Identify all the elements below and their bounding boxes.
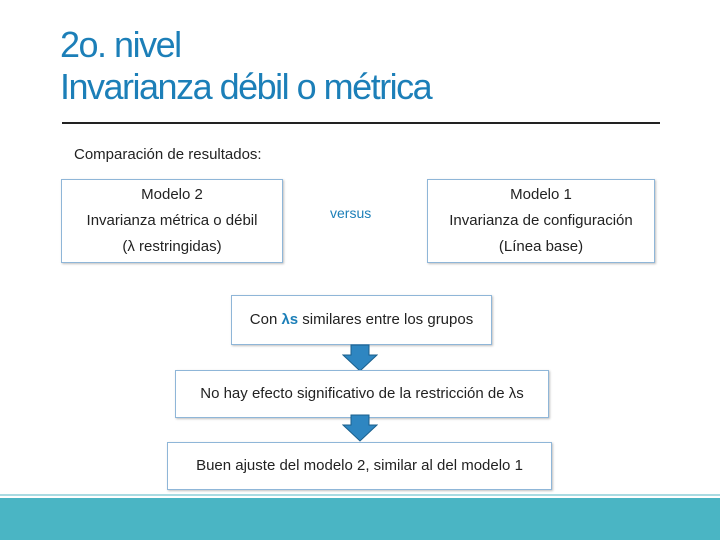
step-1-prefix: Con (249, 311, 282, 328)
versus-label: versus (330, 205, 372, 221)
footer-bar (0, 498, 720, 540)
model-2-box (61, 179, 283, 263)
down-arrow-icon (342, 344, 378, 372)
model-2-note: (λ restringidas) (122, 238, 222, 255)
slide-title (60, 24, 431, 108)
step-1-box (231, 295, 492, 345)
step-1-suffix: similares entre los grupos (298, 311, 474, 328)
step-2-text: No hay efecto significativo de la restricción de λs (200, 385, 524, 402)
model-1-description: Invarianza de configuración (449, 212, 633, 229)
model-2-description: Invarianza métrica o débil (86, 212, 258, 229)
model-1-name: Modelo 1 (510, 186, 572, 203)
model-1-box (427, 179, 655, 263)
model-1-note: (Línea base) (498, 238, 584, 255)
step-2-box (175, 370, 549, 418)
title-line-2: Invarianza débil o métrica (60, 66, 432, 107)
subtitle: Comparación de resultados: (74, 146, 262, 163)
model-2-name: Modelo 2 (141, 186, 203, 203)
step-3-box (167, 442, 552, 490)
down-arrow-icon (342, 414, 378, 442)
title-line-1: 2o. nivel (60, 24, 181, 65)
step-1-text (250, 307, 473, 333)
footer-divider (0, 494, 720, 496)
step-3-text: Buen ajuste del modelo 2, similar al del modelo 1 (196, 457, 523, 474)
lambda-symbol: λs (281, 311, 299, 328)
title-divider (62, 122, 660, 124)
